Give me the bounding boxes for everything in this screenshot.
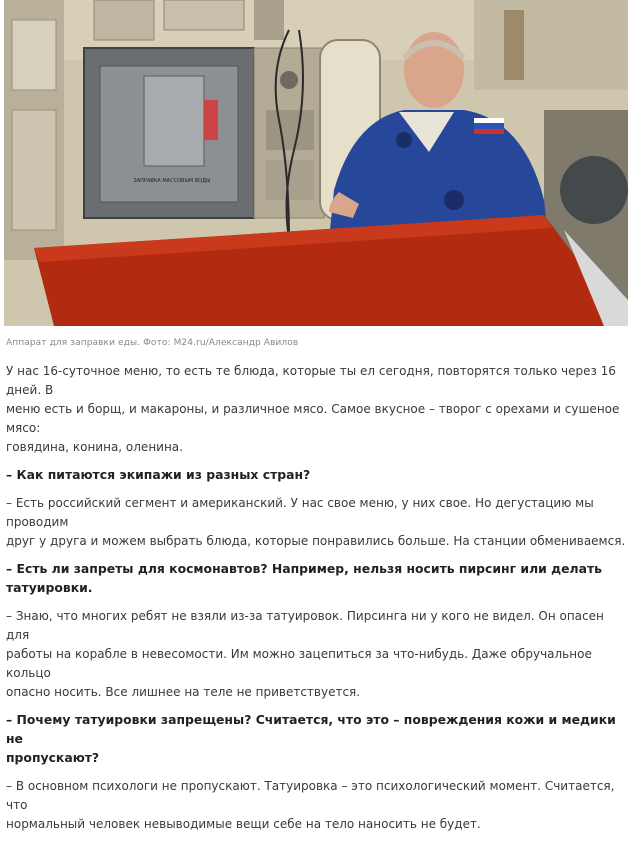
photo-caption: Аппарат для заправки еды. Фото: M24.ru/Александр Авилов	[6, 338, 299, 348]
text-line: – В основном психологи не пропускают. Татуировка – это психологический момент. Считается, что	[6, 779, 615, 812]
question	[6, 710, 626, 767]
text-line: работы на корабле в невесомости. Им можно зацепиться за что-нибудь. Даже обручальное кольцо	[6, 647, 592, 680]
article-photo	[4, 0, 628, 326]
paragraph	[6, 494, 626, 551]
text-line: – Знаю, что многих ребят не взяли из-за татуировок. Пирсинга ни у кого не видел. Он опасен для	[6, 609, 604, 642]
machine-label: ЗАПРАВКА МАССОВЫМ ВОДЫ	[133, 178, 211, 184]
paragraph	[6, 607, 626, 702]
text-line: нормальный человек невыводимые вещи себе на тело наносить не будет.	[6, 817, 481, 831]
question	[6, 465, 626, 484]
text-line: У нас 16-суточное меню, то есть те блюда, которые ты ел сегодня, повторятся только через 16 дней. В	[6, 364, 616, 397]
paragraph	[6, 777, 626, 834]
article-body	[6, 362, 626, 842]
text-line: говядина, конина, оленина.	[6, 440, 183, 454]
question	[6, 559, 626, 597]
text-line: – Есть ли запреты для космонавтов? Например, нельзя носить пирсинг или делать татуировки.	[6, 561, 603, 595]
text-line: меню есть и борщ, и макароны, и различное мясо. Самое вкусное – творог с орехами и сушеное мясо:	[6, 402, 620, 435]
text-line: друг у друга и можем выбрать блюда, которые понравились больше. На станции обмениваемся.	[6, 534, 626, 548]
text-line: – Как питаются экипажи из разных стран?	[6, 467, 311, 482]
text-line: опасно носить. Все лишнее на теле не приветствуется.	[6, 685, 361, 699]
text-line: пропускают?	[6, 750, 100, 765]
paragraph	[6, 362, 626, 457]
text-line: – Есть российский сегмент и американский. У нас свое меню, у них свое. Но дегустацию мы проводим	[6, 496, 594, 529]
text-line: – Почему татуировки запрещены? Считается, что это – повреждения кожи и медики не	[6, 712, 616, 746]
